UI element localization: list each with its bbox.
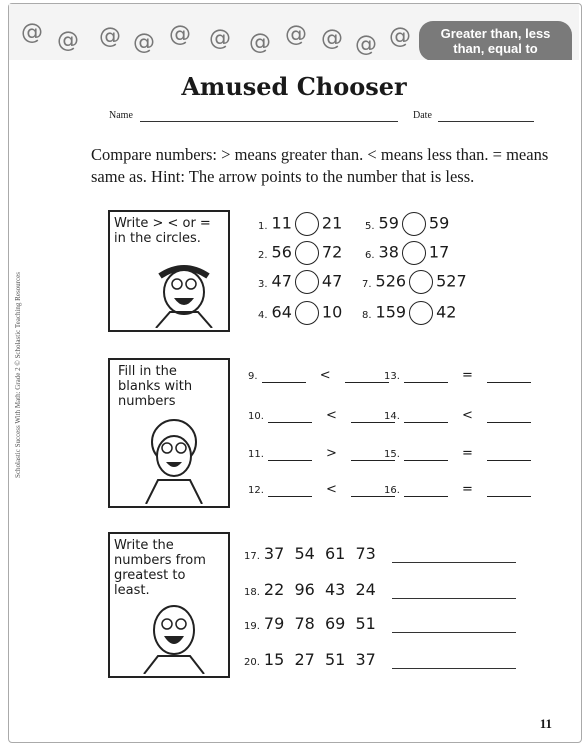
problem-row (365, 212, 449, 236)
problem-row (365, 241, 449, 265)
answer-blank[interactable] (487, 484, 531, 497)
number-b: 47 (321, 271, 343, 291)
name-field[interactable] (140, 121, 398, 122)
section3-illustration (108, 532, 230, 678)
answer-blank[interactable] (487, 370, 531, 383)
problem-row (362, 301, 456, 325)
speech-line: Fill in the (118, 364, 177, 379)
answer-blank[interactable] (487, 410, 531, 423)
problem-number: 5. (365, 220, 375, 232)
number-list: 22 96 43 24 (263, 580, 376, 599)
speech-line: Write > < or = (114, 216, 211, 231)
problem-number: 10. (248, 411, 264, 422)
problem-number: 15. (384, 449, 400, 460)
answer-line[interactable] (392, 598, 516, 599)
problem-row (244, 614, 376, 633)
problem-number: 4. (258, 309, 268, 321)
page-number: 11 (539, 716, 552, 731)
swirl-icon: @ (285, 22, 307, 47)
name-label: Name (109, 110, 133, 121)
answer-circle[interactable] (295, 270, 319, 294)
problem-number: 12. (248, 485, 264, 496)
symbol: = (462, 446, 473, 461)
problem-row (258, 212, 342, 236)
problem-row (244, 650, 376, 669)
answer-circle[interactable] (295, 212, 319, 236)
problem-number: 3. (258, 278, 268, 290)
symbol: = (462, 368, 473, 383)
topic-badge (419, 21, 572, 60)
problem-number: 19. (244, 621, 260, 632)
speech-line: blanks with (118, 379, 193, 394)
answer-line[interactable] (392, 562, 516, 563)
speech-line: Write the (114, 538, 174, 553)
number-b: 527 (436, 271, 467, 291)
header-band (9, 4, 579, 60)
problem-row (244, 580, 376, 599)
problem-row (258, 301, 342, 325)
problem-number: 20. (244, 657, 260, 668)
problem-number: 6. (365, 249, 375, 261)
sidebar-credit (10, 255, 26, 495)
problem-number: 8. (362, 309, 372, 321)
problem-number: 2. (258, 249, 268, 261)
boy-face-icon (136, 600, 212, 674)
answer-circle[interactable] (295, 241, 319, 265)
symbol: < (326, 482, 337, 497)
number-b: 10 (321, 302, 343, 322)
speech-line: numbers from (114, 553, 206, 568)
answer-blank[interactable] (404, 410, 448, 423)
answer-blank[interactable] (487, 448, 531, 461)
answer-blank[interactable] (268, 448, 312, 461)
number-a: 38 (378, 242, 399, 262)
problem-row (248, 446, 395, 461)
swirl-icon: @ (355, 32, 377, 57)
swirl-icon: @ (99, 24, 121, 49)
problem-number: 16. (384, 485, 400, 496)
swirl-icon: @ (133, 30, 155, 55)
number-a: 526 (375, 271, 407, 291)
problem-row (244, 544, 376, 563)
speech-line: greatest to (114, 568, 186, 583)
section2-illustration (108, 358, 230, 508)
speech-line: in the circles. (114, 231, 201, 246)
answer-blank[interactable] (404, 448, 448, 461)
instructions: Compare numbers: > means greater than. < means less than. = means same as. Hint: The arrow points to the number that is less. (91, 145, 549, 186)
problem-row (248, 408, 395, 423)
swirl-icon: @ (169, 22, 191, 47)
problem-row (384, 368, 531, 383)
problem-number: 1. (258, 220, 268, 232)
problem-row (258, 270, 342, 294)
answer-circle[interactable] (295, 301, 319, 325)
answer-blank[interactable] (345, 370, 389, 383)
topic-line-2: than, equal to (453, 41, 538, 56)
problem-number: 13. (384, 371, 400, 382)
number-a: 56 (271, 242, 292, 262)
problem-number: 11. (248, 449, 264, 460)
symbol: < (326, 408, 337, 423)
problem-row (248, 368, 389, 383)
answer-blank[interactable] (262, 370, 306, 383)
problem-row (384, 446, 531, 461)
answer-blank[interactable] (404, 484, 448, 497)
number-b: 42 (436, 302, 457, 322)
number-b: 17 (428, 242, 450, 262)
swirl-icon: @ (321, 26, 343, 51)
problem-row (362, 270, 467, 294)
problem-number: 9. (248, 371, 258, 382)
boy-face-icon (146, 254, 222, 328)
number-a: 159 (375, 302, 407, 322)
speech-line: least. (114, 583, 150, 598)
number-a: 11 (271, 213, 292, 233)
speech-bubble (114, 538, 206, 598)
problem-row (258, 241, 342, 265)
credit-text: Scholastic Success With Math: Grade 2 © Scholastic Teaching Resources (14, 272, 22, 478)
answer-circle[interactable] (402, 212, 426, 236)
swirl-icon: @ (57, 28, 79, 53)
symbol: > (326, 446, 337, 461)
number-a: 64 (271, 302, 292, 322)
number-list: 37 54 61 73 (263, 544, 376, 563)
number-b: 72 (321, 242, 343, 262)
number-a: 59 (378, 213, 399, 233)
problem-number: 7. (362, 278, 372, 290)
date-field[interactable] (438, 121, 534, 122)
problem-number: 17. (244, 551, 260, 562)
answer-line[interactable] (392, 632, 516, 633)
answer-circle[interactable] (409, 301, 433, 325)
problem-number: 18. (244, 587, 260, 598)
swirl-icon: @ (249, 30, 271, 55)
symbol: < (319, 368, 331, 383)
swirl-icon: @ (209, 26, 231, 51)
number-list: 79 78 69 51 (263, 614, 376, 633)
speech-bubble (118, 364, 192, 409)
problem-row (248, 482, 395, 497)
problem-row (384, 482, 531, 497)
number-b: 59 (428, 213, 450, 233)
number-a: 47 (271, 271, 292, 291)
problem-row (384, 408, 531, 423)
date-label: Date (413, 110, 432, 121)
woman-face-icon (132, 418, 216, 504)
section1-illustration (108, 210, 230, 332)
answer-blank[interactable] (404, 370, 448, 383)
answer-blank[interactable] (268, 484, 312, 497)
symbol: < (462, 408, 473, 423)
answer-circle[interactable] (409, 270, 433, 294)
page-title: Amused Chooser (181, 72, 407, 101)
answer-blank[interactable] (268, 410, 312, 423)
answer-line[interactable] (392, 668, 516, 669)
number-b: 21 (321, 213, 343, 233)
symbol: = (462, 482, 473, 497)
number-list: 15 27 51 37 (263, 650, 376, 669)
swirl-icon: @ (21, 20, 43, 45)
speech-line: numbers (118, 394, 176, 409)
speech-bubble (114, 216, 211, 246)
topic-line-1: Greater than, less (440, 26, 551, 41)
answer-circle[interactable] (402, 241, 426, 265)
swirl-icon: @ (389, 24, 411, 49)
problem-number: 14. (384, 411, 400, 422)
